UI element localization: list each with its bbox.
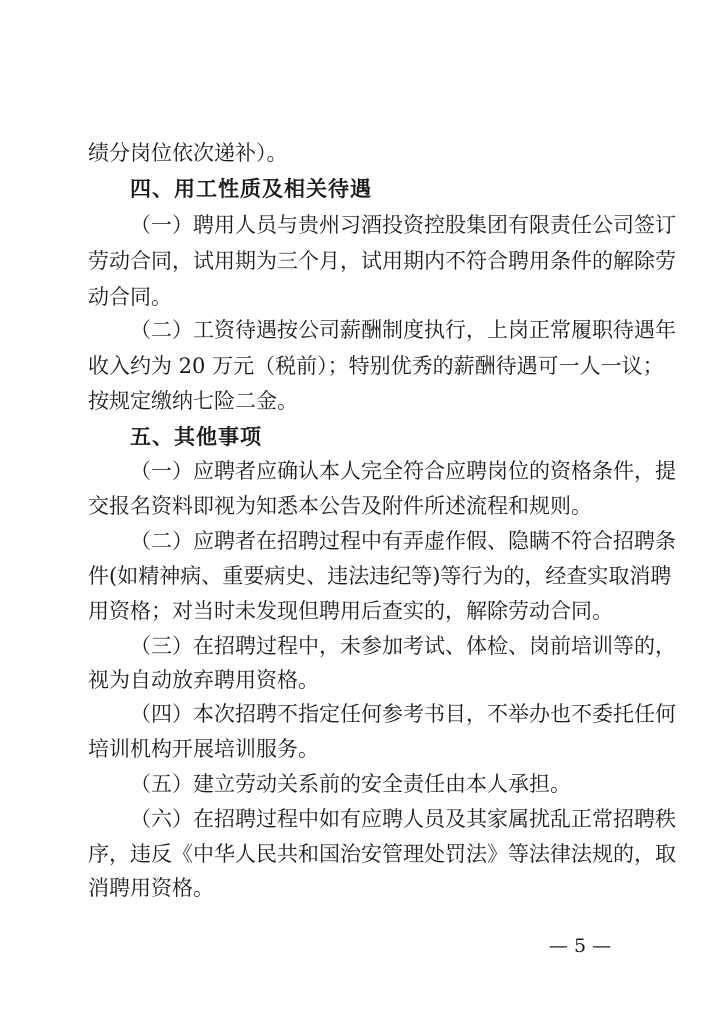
section-heading-4: 四、用工性质及相关待遇: [130, 177, 372, 201]
paragraph-line: 培训机构开展培训服务。: [88, 737, 319, 761]
paragraph-line: 按规定缴纳七险二金。: [88, 389, 298, 413]
paragraph-line: 消聘用资格。: [88, 876, 214, 900]
paragraph-line: （一）聘用人员与贵州习酒投资控股集团有限责任公司签订: [130, 213, 676, 237]
paragraph-line: 视为自动放弃聘用资格。: [88, 668, 319, 692]
paragraph-line: 收入约为 20 万元（税前）；特别优秀的薪酬待遇可一人一议；: [88, 354, 664, 378]
paragraph-line: （一）应聘者应确认本人完全符合应聘岗位的资格条件，提: [130, 459, 676, 483]
paragraph-line: 绩分岗位依次递补）。: [88, 141, 288, 165]
paragraph-line: 动合同。: [88, 285, 172, 309]
paragraph-line: 用资格；对当时未发现但聘用后查实的，解除劳动合同。: [88, 599, 613, 623]
section-heading-5: 五、其他事项: [130, 425, 262, 449]
page-number: — 5 —: [548, 935, 612, 957]
paragraph-line: （六）在招聘过程中如有应聘人员及其家属扰乱正常招聘秩: [130, 807, 676, 831]
paragraph-line: （三）在招聘过程中，未参加考试、体检、岗前培训等的，: [130, 634, 676, 658]
paragraph-line: （四）本次招聘不指定任何参考书目，不举办也不委托任何: [130, 702, 676, 726]
paragraph-line: 件(如精神病、重要病史、违法违纪等)等行为的，经查实取消聘: [88, 564, 672, 588]
paragraph-line: （五）建立劳动关系前的安全责任由本人承担。: [130, 772, 571, 796]
paragraph-line: （二）工资待遇按公司薪酬制度执行，上岗正常履职待遇年: [130, 318, 676, 342]
paragraph-line: （二）应聘者在招聘过程中有弄虚作假、隐瞒不符合招聘条: [130, 529, 676, 553]
paragraph-line: 交报名资料即视为知悉本公告及附件所述流程和规则。: [88, 494, 592, 518]
paragraph-line: 序，违反《中华人民共和国治安管理处罚法》等法律法规的，取: [88, 842, 676, 866]
paragraph-line: 劳动合同，试用期为三个月，试用期内不符合聘用条件的解除劳: [88, 249, 676, 273]
